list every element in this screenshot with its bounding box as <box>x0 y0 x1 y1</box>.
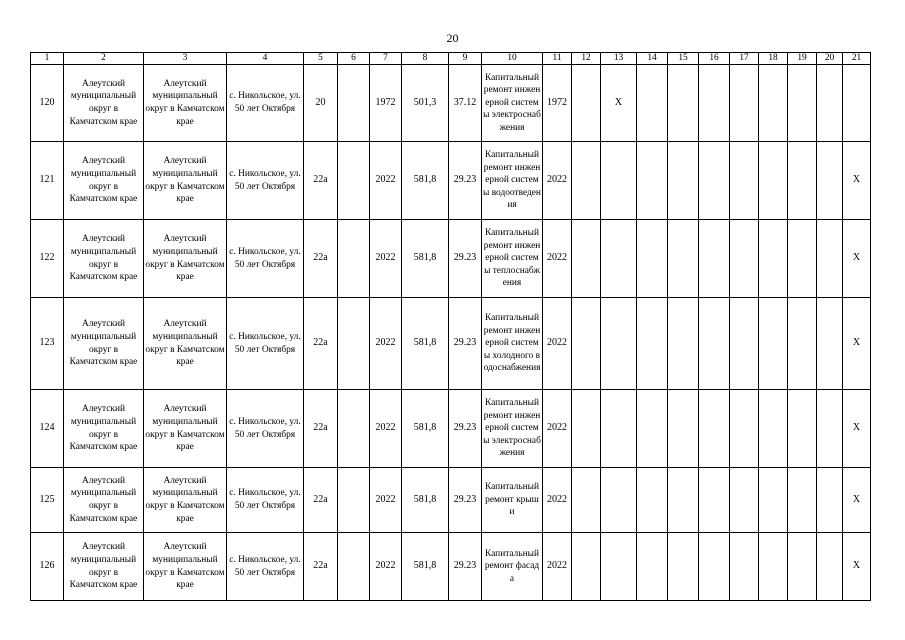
year-built: 2022 <box>370 390 402 468</box>
municipality-name: Алеутский муниципальный округ в Камчатском крае <box>64 468 144 533</box>
row-number: 124 <box>31 390 64 468</box>
address: с. Никольское, ул. 50 лет Октября <box>227 142 304 220</box>
column-number: 16 <box>699 53 730 65</box>
col-6 <box>338 65 370 142</box>
area: 581,8 <box>402 533 449 601</box>
work-type: Капитальный ремонт инженерной системы электроснабжения <box>482 65 543 142</box>
col-16 <box>699 298 730 390</box>
year-built: 2022 <box>370 298 402 390</box>
area: 581,8 <box>402 220 449 298</box>
col-9: 29.23 <box>449 142 482 220</box>
column-number: 9 <box>449 53 482 65</box>
col-19 <box>788 65 817 142</box>
house-number: 22а <box>304 533 338 601</box>
col-12 <box>572 220 601 298</box>
col-16 <box>699 468 730 533</box>
col-19 <box>788 390 817 468</box>
col-12 <box>572 468 601 533</box>
col-20 <box>817 468 843 533</box>
column-number: 3 <box>144 53 227 65</box>
municipality-name: Алеутский муниципальный округ в Камчатском крае <box>64 533 144 601</box>
col-6 <box>338 533 370 601</box>
col-14 <box>637 533 668 601</box>
data-table <box>30 52 871 601</box>
col-15 <box>668 468 699 533</box>
house-number: 22а <box>304 142 338 220</box>
col-14 <box>637 142 668 220</box>
col-21: X <box>843 533 871 601</box>
col-13 <box>601 220 637 298</box>
col-20 <box>817 65 843 142</box>
col-15 <box>668 390 699 468</box>
col-13 <box>601 142 637 220</box>
house-number: 22а <box>304 390 338 468</box>
house-number: 20 <box>304 65 338 142</box>
col-21: X <box>843 390 871 468</box>
table-row <box>31 390 871 468</box>
row-number: 126 <box>31 533 64 601</box>
col-19 <box>788 468 817 533</box>
municipal-district: Алеутский муниципальный округ в Камчатском крае <box>144 298 227 390</box>
row-number: 123 <box>31 298 64 390</box>
table-row <box>31 298 871 390</box>
col-9: 29.23 <box>449 468 482 533</box>
col-15 <box>668 65 699 142</box>
work-year: 2022 <box>543 142 572 220</box>
col-6 <box>338 298 370 390</box>
area: 581,8 <box>402 142 449 220</box>
col-18 <box>759 298 788 390</box>
col-18 <box>759 65 788 142</box>
year-built: 2022 <box>370 468 402 533</box>
municipal-district: Алеутский муниципальный округ в Камчатском крае <box>144 468 227 533</box>
address: с. Никольское, ул. 50 лет Октября <box>227 390 304 468</box>
col-16 <box>699 142 730 220</box>
work-year: 1972 <box>543 65 572 142</box>
col-17 <box>730 390 759 468</box>
col-20 <box>817 298 843 390</box>
work-year: 2022 <box>543 220 572 298</box>
col-15 <box>668 220 699 298</box>
work-year: 2022 <box>543 468 572 533</box>
table-row <box>31 533 871 601</box>
col-12 <box>572 65 601 142</box>
column-number: 4 <box>227 53 304 65</box>
area: 581,8 <box>402 298 449 390</box>
row-number: 122 <box>31 220 64 298</box>
col-14 <box>637 65 668 142</box>
col-18 <box>759 533 788 601</box>
column-number: 17 <box>730 53 759 65</box>
column-number: 7 <box>370 53 402 65</box>
column-number: 18 <box>759 53 788 65</box>
col-21: X <box>843 298 871 390</box>
col-13 <box>601 298 637 390</box>
col-14 <box>637 220 668 298</box>
house-number: 22а <box>304 298 338 390</box>
col-13 <box>601 533 637 601</box>
column-number: 5 <box>304 53 338 65</box>
col-16 <box>699 65 730 142</box>
col-20 <box>817 220 843 298</box>
work-year: 2022 <box>543 390 572 468</box>
work-type: Капитальный ремонт инженерной системы холодного водоснабжения <box>482 298 543 390</box>
col-21: X <box>843 468 871 533</box>
col-14 <box>637 390 668 468</box>
col-15 <box>668 298 699 390</box>
header-row <box>31 53 871 65</box>
col-9: 37.12 <box>449 65 482 142</box>
col-13 <box>601 390 637 468</box>
col-15 <box>668 142 699 220</box>
municipal-district: Алеутский муниципальный округ в Камчатском крае <box>144 142 227 220</box>
address: с. Никольское, ул. 50 лет Октября <box>227 533 304 601</box>
column-number: 11 <box>543 53 572 65</box>
col-20 <box>817 390 843 468</box>
col-6 <box>338 390 370 468</box>
col-12 <box>572 298 601 390</box>
col-9: 29.23 <box>449 533 482 601</box>
col-13: X <box>601 65 637 142</box>
col-20 <box>817 142 843 220</box>
col-15 <box>668 533 699 601</box>
col-16 <box>699 533 730 601</box>
col-6 <box>338 142 370 220</box>
col-14 <box>637 298 668 390</box>
area: 501,3 <box>402 65 449 142</box>
column-number: 21 <box>843 53 871 65</box>
column-number: 6 <box>338 53 370 65</box>
house-number: 22а <box>304 220 338 298</box>
col-17 <box>730 65 759 142</box>
work-type: Капитальный ремонт инженерной системы электроснабжения <box>482 390 543 468</box>
municipal-district: Алеутский муниципальный округ в Камчатском крае <box>144 390 227 468</box>
municipality-name: Алеутский муниципальный округ в Камчатском крае <box>64 220 144 298</box>
year-built: 2022 <box>370 220 402 298</box>
address: с. Никольское, ул. 50 лет Октября <box>227 468 304 533</box>
work-type: Капитальный ремонт крыши <box>482 468 543 533</box>
table-row <box>31 468 871 533</box>
row-number: 121 <box>31 142 64 220</box>
page-number: 20 <box>446 31 459 45</box>
table-row <box>31 142 871 220</box>
municipal-district: Алеутский муниципальный округ в Камчатском крае <box>144 533 227 601</box>
address: с. Никольское, ул. 50 лет Октября <box>227 298 304 390</box>
col-9: 29.23 <box>449 298 482 390</box>
col-21: X <box>843 142 871 220</box>
col-18 <box>759 142 788 220</box>
work-type: Капитальный ремонт фасада <box>482 533 543 601</box>
col-14 <box>637 468 668 533</box>
table-row <box>31 65 871 142</box>
year-built: 2022 <box>370 142 402 220</box>
column-number: 10 <box>482 53 543 65</box>
municipality-name: Алеутский муниципальный округ в Камчатском крае <box>64 142 144 220</box>
house-number: 22а <box>304 468 338 533</box>
municipal-district: Алеутский муниципальный округ в Камчатском крае <box>144 220 227 298</box>
col-6 <box>338 220 370 298</box>
col-19 <box>788 533 817 601</box>
work-type: Капитальный ремонт инженерной системы теплоснабжения <box>482 220 543 298</box>
column-number: 15 <box>668 53 699 65</box>
municipality-name: Алеутский муниципальный округ в Камчатском крае <box>64 298 144 390</box>
work-type: Капитальный ремонт инженерной системы водоотведения <box>482 142 543 220</box>
col-21 <box>843 65 871 142</box>
col-18 <box>759 468 788 533</box>
municipal-district: Алеутский муниципальный округ в Камчатском крае <box>144 65 227 142</box>
col-17 <box>730 220 759 298</box>
municipality-name: Алеутский муниципальный округ в Камчатском крае <box>64 390 144 468</box>
column-number: 19 <box>788 53 817 65</box>
area: 581,8 <box>402 468 449 533</box>
work-year: 2022 <box>543 298 572 390</box>
table-row <box>31 220 871 298</box>
col-6 <box>338 468 370 533</box>
col-9: 29.23 <box>449 390 482 468</box>
row-number: 120 <box>31 65 64 142</box>
column-number: 12 <box>572 53 601 65</box>
year-built: 1972 <box>370 65 402 142</box>
col-18 <box>759 390 788 468</box>
col-12 <box>572 533 601 601</box>
work-year: 2022 <box>543 533 572 601</box>
address: с. Никольское, ул. 50 лет Октября <box>227 220 304 298</box>
column-number: 20 <box>817 53 843 65</box>
col-17 <box>730 298 759 390</box>
col-16 <box>699 220 730 298</box>
col-17 <box>730 468 759 533</box>
year-built: 2022 <box>370 533 402 601</box>
address: с. Никольское, ул. 50 лет Октября <box>227 65 304 142</box>
col-9: 29.23 <box>449 220 482 298</box>
col-16 <box>699 390 730 468</box>
area: 581,8 <box>402 390 449 468</box>
col-21: X <box>843 220 871 298</box>
municipality-name: Алеутский муниципальный округ в Камчатском крае <box>64 65 144 142</box>
row-number: 125 <box>31 468 64 533</box>
column-number: 2 <box>64 53 144 65</box>
column-number: 14 <box>637 53 668 65</box>
col-19 <box>788 220 817 298</box>
col-17 <box>730 142 759 220</box>
col-20 <box>817 533 843 601</box>
col-13 <box>601 468 637 533</box>
col-12 <box>572 142 601 220</box>
column-number: 8 <box>402 53 449 65</box>
col-19 <box>788 298 817 390</box>
column-number: 1 <box>31 53 64 65</box>
col-17 <box>730 533 759 601</box>
col-19 <box>788 142 817 220</box>
column-number: 13 <box>601 53 637 65</box>
col-12 <box>572 390 601 468</box>
col-18 <box>759 220 788 298</box>
